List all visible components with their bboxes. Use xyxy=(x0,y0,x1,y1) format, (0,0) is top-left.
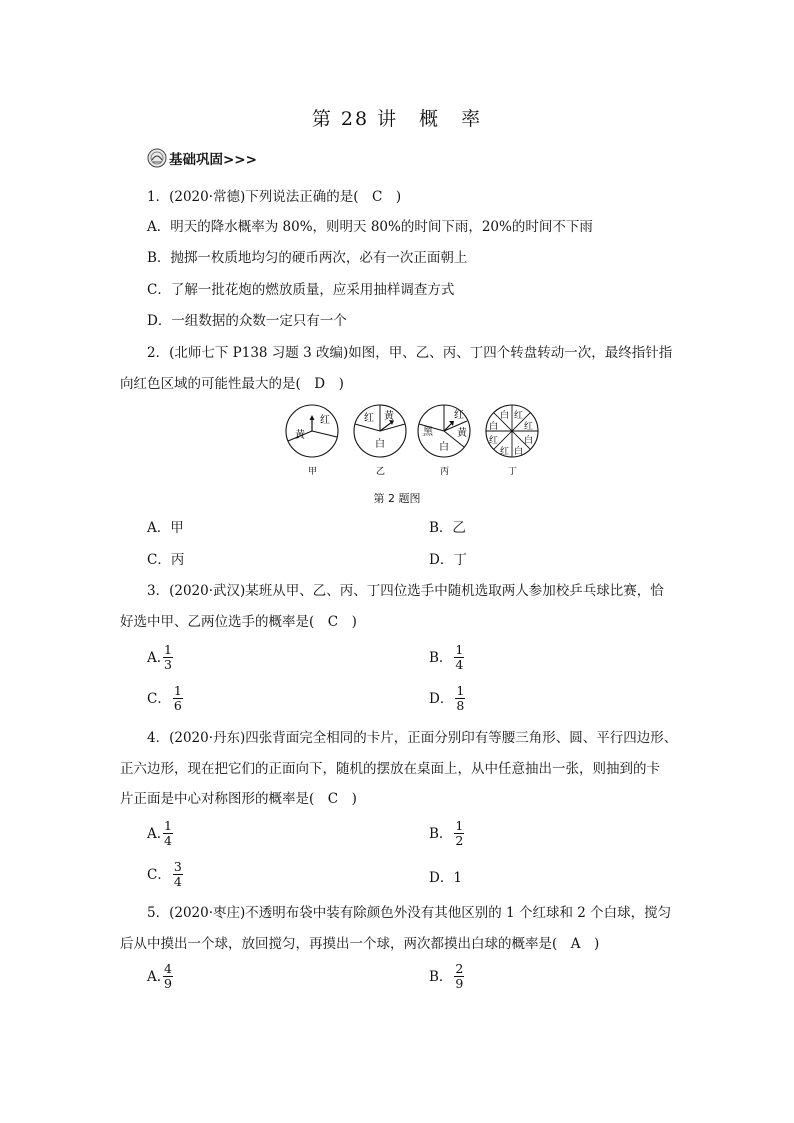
q2-figure-caption: 第 2 题图 xyxy=(373,492,421,505)
q5-option-a xyxy=(147,962,173,991)
q4-stem-line3: 片正面是中心对称图形的概率是( C ) xyxy=(120,791,357,807)
q4-option-a xyxy=(147,819,173,848)
spinner-ding-label-6: 白 xyxy=(524,436,534,446)
q3-option-b-label: B． xyxy=(429,649,453,666)
q1-option-a: A．明天的降水概率为 80%，则明天 80%的时间下雨，20%的时间不下雨 xyxy=(147,219,593,235)
fraction-denominator: 4 xyxy=(173,874,182,889)
spinner-bing-label-1: 红 xyxy=(454,410,464,421)
fraction-numerator: 1 xyxy=(455,642,464,657)
q5-option-b-label: B． xyxy=(429,968,453,985)
spinner-bing xyxy=(418,405,470,477)
fraction-denominator: 9 xyxy=(164,976,172,991)
fraction-numerator: 3 xyxy=(173,859,182,874)
spinner-bing-label-3: 黄 xyxy=(457,428,467,439)
q2-option-d: D．丁 xyxy=(429,552,467,568)
section-label: 基础巩固>>> xyxy=(169,152,257,168)
q4-option-c xyxy=(147,860,183,889)
spinner-ding-label-3: 白 xyxy=(489,422,499,432)
fraction-numerator: 2 xyxy=(455,961,464,976)
q2-option-b: B．乙 xyxy=(429,520,466,536)
q4-option-b-fraction xyxy=(454,819,464,848)
q3-option-a-fraction xyxy=(163,643,173,672)
spinner-ding-label-5: 红 xyxy=(489,436,499,446)
q5-option-a-label: A. xyxy=(147,968,162,985)
q4-option-c-label: C． xyxy=(147,866,171,883)
spinner-yi xyxy=(354,405,406,477)
q3-option-d xyxy=(429,684,465,713)
q4-option-b-label: B． xyxy=(429,825,453,842)
q3-option-c-label: C． xyxy=(147,690,171,707)
fraction-numerator: 1 xyxy=(164,642,172,657)
spinner-ding xyxy=(486,405,538,477)
q5-stem-line2: 后从中摸出一个球，放回搅匀，再摸出一个球，两次都摸出白球的概率是( A ) xyxy=(120,936,600,952)
q4-option-a-fraction xyxy=(163,819,173,848)
spinner-yi-name: 乙 xyxy=(376,467,386,477)
spinner-ding-label-7: 红 xyxy=(500,447,510,457)
fraction-numerator: 1 xyxy=(164,818,172,833)
spinner-ding-name: 丁 xyxy=(508,467,518,477)
fraction-denominator: 6 xyxy=(173,698,182,713)
q3-stem-line2: 好选中甲、乙两位选手的概率是( C ) xyxy=(120,614,357,630)
q1-option-b: B．抛掷一枚质地均匀的硬币两次，必有一次正面朝上 xyxy=(147,250,468,266)
q5-option-b xyxy=(429,962,464,991)
q4-option-c-fraction xyxy=(173,860,183,889)
q2-option-c: C．丙 xyxy=(147,552,185,568)
q2-stem-line2: 向红色区域的可能性最大的是( D ) xyxy=(120,376,344,392)
spinner-ding-label-1: 白 xyxy=(500,411,510,421)
q4-option-d: D．1 xyxy=(429,870,462,886)
q3-option-c xyxy=(147,684,183,713)
fraction-denominator: 4 xyxy=(455,657,464,672)
q3-option-d-label: D． xyxy=(429,690,454,707)
q1-option-c: C．了解一批花炮的燃放质量，应采用抽样调查方式 xyxy=(147,282,455,298)
fraction-denominator: 8 xyxy=(456,698,465,713)
q1-option-d: D．一组数据的众数一定只有一个 xyxy=(147,313,347,329)
page-title: 第 28 讲 概 率 xyxy=(311,108,483,130)
q3-option-d-fraction xyxy=(455,684,465,713)
q1-stem: 1．(2020·常德)下列说法正确的是( C ) xyxy=(147,189,402,205)
spinner-yi-label-2: 黄 xyxy=(384,411,394,422)
spinner-jia xyxy=(286,405,338,477)
fraction-numerator: 1 xyxy=(455,818,464,833)
spinner-bing-name: 丙 xyxy=(440,467,450,477)
spinner-ding-label-4: 红 xyxy=(524,422,534,432)
q4-option-b xyxy=(429,819,464,848)
q3-option-b-fraction xyxy=(454,643,464,672)
spinner-yi-label-1: 红 xyxy=(364,413,374,424)
spinner-ding-label-2: 红 xyxy=(514,411,524,421)
q5-option-a-fraction xyxy=(163,962,173,991)
q3-option-a xyxy=(147,643,173,672)
fraction-numerator: 4 xyxy=(164,961,172,976)
q4-stem-line1: 4．(2020·丹东)四张背面完全相同的卡片，正面分别印有等腰三角形、圆、平行四边形、 xyxy=(147,730,678,746)
q3-option-a-label: A. xyxy=(147,649,162,666)
fraction-numerator: 1 xyxy=(456,683,465,698)
q3-stem-line1: 3．(2020·武汉)某班从甲、乙、丙、丁四位选手中随机选取两人参加校乒乓球比赛，恰 xyxy=(147,583,664,599)
q2-spinner-figure xyxy=(284,403,554,477)
section-header xyxy=(147,147,257,169)
fraction-denominator: 3 xyxy=(164,657,172,672)
q4-stem-line2: 正六边形，现在把它们的正面向下，随机的摆放在桌面上，从中任意抽出一张，则抽到的卡 xyxy=(120,761,660,777)
fraction-denominator: 2 xyxy=(455,833,464,848)
q2-option-a: A．甲 xyxy=(147,520,184,536)
q5-option-b-fraction xyxy=(454,962,464,991)
spinner-jia-name: 甲 xyxy=(308,467,318,477)
spinner-jia-label-1: 红 xyxy=(320,415,330,426)
spinner-ding-label-8: 白 xyxy=(514,447,524,457)
fraction-numerator: 1 xyxy=(173,683,182,698)
fraction-denominator: 4 xyxy=(164,833,172,848)
q2-stem-line1: 2．(北师七下 P138 习题 3 改编)如图，甲、乙、丙、丁四个转盘转动一次，最终指针指 xyxy=(147,345,673,361)
section-logo-icon xyxy=(147,148,167,168)
spinner-jia-label-2: 黄 xyxy=(295,430,305,441)
spinner-bing-label-2: 黑 xyxy=(423,427,433,438)
q4-option-a-label: A. xyxy=(147,825,162,842)
q3-option-c-fraction xyxy=(173,684,183,713)
spinner-bing-label-4: 白 xyxy=(439,442,449,453)
spinner-yi-label-3: 白 xyxy=(375,439,385,450)
q5-stem-line1: 5．(2020·枣庄)不透明布袋中装有除颜色外没有其他区别的 1 个红球和 2 个白球，搅匀 xyxy=(147,905,672,921)
fraction-denominator: 9 xyxy=(455,976,464,991)
q3-option-b xyxy=(429,643,464,672)
